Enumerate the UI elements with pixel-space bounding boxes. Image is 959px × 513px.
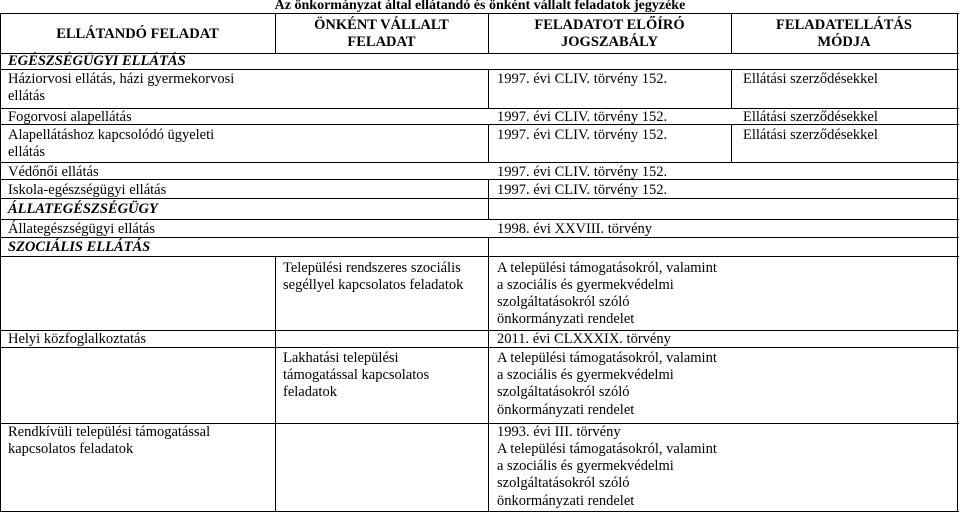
- method: Ellátási szerződésekkel: [743, 71, 878, 87]
- voluntary-task: támogatással kapcsolatos: [283, 367, 430, 383]
- method: Ellátási szerződésekkel: [743, 109, 878, 125]
- task-label: Állategészségügyi ellátás: [8, 221, 155, 237]
- header-method: FELADATELLÁTÁS: [776, 17, 912, 33]
- grid-line: [0, 237, 959, 238]
- legal-basis: A települési támogatásokról, valamint: [497, 260, 717, 276]
- legal-basis: 1997. évi CLIV. törvény 152.: [497, 164, 668, 180]
- legal-basis: a szociális és gyermekvédelmi: [497, 277, 674, 293]
- legal-basis: 1998. évi XXVIII. törvény: [497, 221, 653, 237]
- legal-basis: önkormányzati rendelet: [497, 311, 635, 327]
- legal-basis: A települési támogatásokról, valamint: [497, 441, 717, 457]
- legal-basis: 2011. évi CLXXXIX. törvény: [497, 331, 671, 347]
- legal-basis: 1997. évi CLIV. törvény 152.: [497, 109, 668, 125]
- grid-line: [0, 511, 959, 512]
- legal-basis: szolgáltatásokról szóló: [497, 475, 630, 491]
- grid-line: [0, 179, 959, 180]
- task-label: Rendkívüli települési támogatással: [8, 424, 211, 440]
- header-voluntary-task: FELADAT: [347, 34, 416, 50]
- task-label: Alapellátáshoz kapcsolódó ügyeleti: [8, 127, 215, 143]
- legal-basis: 1997. évi CLIV. törvény 152.: [497, 71, 668, 87]
- grid-line: [0, 198, 959, 199]
- grid-line: [488, 237, 489, 256]
- header-legal-basis: JOGSZABÁLY: [561, 34, 658, 50]
- grid-line: [0, 69, 959, 70]
- task-label: Háziorvosi ellátás, házi gyermekorvosi: [8, 71, 235, 87]
- task-label: Fogorvosi alapellátás: [8, 109, 132, 125]
- grid-line: [0, 219, 959, 220]
- voluntary-task: segéllyel kapcsolatos feladatok: [283, 277, 464, 293]
- legal-basis: A települési támogatásokról, valamint: [497, 350, 717, 366]
- voluntary-task: Lakhatási települési: [283, 350, 399, 366]
- legal-basis: 1997. évi CLIV. törvény 152.: [497, 127, 668, 143]
- grid-line: [488, 69, 489, 108]
- legal-basis: 1997. évi CLIV. törvény 152.: [497, 182, 668, 198]
- voluntary-task: Települési rendszeres szociális: [283, 260, 461, 276]
- legal-basis: 1993. évi III. törvény: [497, 424, 621, 440]
- task-label: ellátás: [8, 88, 46, 104]
- task-label: Helyi közfoglalkoztatás: [8, 331, 147, 347]
- grid-line: [488, 256, 489, 511]
- grid-line: [0, 13, 1, 511]
- grid-line: [731, 124, 732, 162]
- grid-line: [0, 347, 959, 348]
- grid-line: [957, 13, 958, 511]
- voluntary-task: feladatok: [283, 384, 337, 400]
- grid-line: [488, 124, 489, 162]
- legal-basis: a szociális és gyermekvédelmi: [497, 458, 674, 474]
- legal-basis: önkormányzati rendelet: [497, 402, 635, 418]
- task-label: Védőnői ellátás: [8, 164, 99, 180]
- section-health-care: EGÉSZSÉGÜGYI ELLÁTÁS: [8, 53, 186, 69]
- legal-basis: a szociális és gyermekvédelmi: [497, 367, 674, 383]
- header-voluntary-task: ÖNKÉNT VÁLLALT: [314, 17, 449, 33]
- grid-line: [731, 69, 732, 108]
- header-legal-basis: FELADATOT ELŐÍRÓ: [534, 17, 685, 33]
- grid-line: [0, 162, 959, 163]
- section-social-care: SZOCIÁLIS ELLÁTÁS: [8, 239, 151, 255]
- grid-line: [0, 256, 959, 257]
- header-method: MÓDJA: [817, 34, 871, 50]
- method: Ellátási szerződésekkel: [743, 127, 878, 143]
- section-animal-health: ÁLLATEGÉSZSÉGÜGY: [8, 201, 158, 217]
- grid-line: [275, 256, 276, 511]
- header-required-task: ELLÁTANDÓ FELADAT: [56, 26, 219, 42]
- grid-line: [488, 179, 489, 219]
- legal-basis: szolgáltatásokról szóló: [497, 384, 630, 400]
- legal-basis: szolgáltatásokról szóló: [497, 294, 630, 310]
- task-label: Iskola-egészségügyi ellátás: [8, 182, 167, 198]
- task-label: kapcsolatos feladatok: [8, 441, 134, 457]
- page-title: Az önkormányzat által ellátandó és önként vállalt feladatok jegyzéke: [274, 0, 686, 13]
- task-label: ellátás: [8, 144, 46, 160]
- legal-basis: önkormányzati rendelet: [497, 493, 635, 509]
